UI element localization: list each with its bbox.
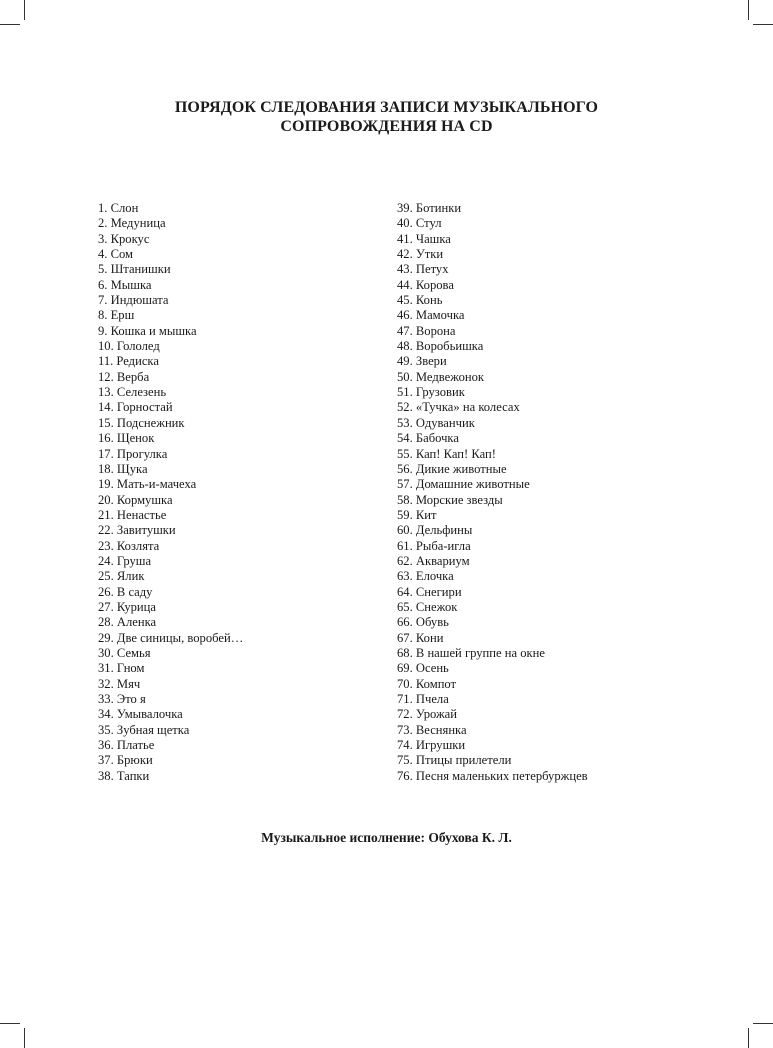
track-list-item: 41. Чашка	[397, 231, 451, 246]
crop-mark-top-left-h	[0, 24, 20, 25]
crop-mark-bottom-left-h	[0, 1023, 20, 1024]
track-list-item: 37. Брюки	[98, 753, 153, 768]
track-list-item: 17. Прогулка	[98, 446, 168, 461]
track-list-item: 19. Мать-и-мачеха	[98, 477, 197, 492]
track-list-item: 71. Пчела	[397, 692, 449, 706]
track-list-item: 47. Ворона	[397, 323, 456, 338]
crop-mark-top-right-h	[753, 24, 773, 25]
track-list-item: 33. Это я	[98, 692, 146, 706]
track-list-item: 56. Дикие животные	[397, 461, 507, 476]
track-list-item: 63. Елочка	[397, 569, 454, 584]
track-list-item: 38. Тапки	[98, 768, 150, 783]
track-list-item: 31. Гном	[98, 661, 145, 676]
track-list-item: 72. Урожай	[397, 707, 458, 722]
page-title-line-1: ПОРЯДОК СЛЕДОВАНИЯ ЗАПИСИ МУЗЫКАЛЬНОГО	[174, 99, 599, 116]
track-list-item: 40. Стул	[397, 216, 442, 231]
track-list-item: 69. Осень	[397, 661, 449, 676]
track-list-item: 54. Бабочка	[397, 431, 459, 446]
track-list-item: 5. Штанишки	[98, 262, 171, 277]
track-list-item: 64. Снегири	[397, 584, 462, 599]
track-list-item: 26. В саду	[98, 584, 153, 599]
performer-credit: Музыкальное исполнение: Обухова К. Л.	[261, 830, 512, 845]
track-list-item: 11. Редиска	[98, 354, 159, 369]
crop-mark-bottom-left	[24, 1028, 25, 1048]
track-list-item: 45. Конь	[397, 293, 443, 308]
track-list-item: 51. Грузовик	[397, 385, 465, 400]
track-list-right	[397, 201, 697, 784]
track-list-item: 52. «Тучка» на колесах	[397, 400, 520, 415]
track-list-item: 70. Компот	[397, 676, 457, 691]
track-list-item: 59. Кит	[397, 507, 437, 522]
track-list-item: 35. Зубная щетка	[98, 722, 190, 737]
track-list-item: 53. Одуванчик	[397, 415, 475, 430]
track-list-item: 3. Крокус	[98, 231, 150, 246]
track-list-item: 10. Гололед	[98, 339, 160, 354]
crop-mark-top-right	[748, 0, 749, 20]
track-list-item: 74. Игрушки	[397, 738, 466, 753]
track-list-item: 36. Платье	[98, 738, 155, 753]
track-list-item: 30. Семья	[98, 645, 151, 660]
track-list-item: 73. Веснянка	[397, 722, 467, 737]
track-list-item: 7. Индюшата	[98, 293, 169, 308]
track-list-item: 21. Ненастье	[98, 507, 167, 522]
track-list-item: 65. Снежок	[397, 599, 458, 614]
track-list-item: 75. Птицы прилетели	[397, 753, 512, 768]
track-list-item: 14. Горностай	[98, 400, 173, 415]
track-list-item: 15. Подснежник	[98, 415, 185, 430]
track-list-item: 27. Курица	[98, 599, 157, 614]
track-list-item: 1. Слон	[98, 201, 139, 215]
page-title	[0, 98, 773, 136]
track-list-item: 8. Ерш	[98, 308, 135, 323]
track-list-left	[98, 201, 388, 784]
track-list-item: 16. Щенок	[98, 431, 155, 446]
track-list-item: 68. В нашей группе на окне	[397, 645, 545, 660]
track-list-item: 32. Мяч	[98, 676, 141, 691]
track-list-item: 29. Две синицы, воробей…	[98, 630, 244, 645]
crop-mark-bottom-right	[748, 1028, 749, 1048]
track-list-item: 12. Верба	[98, 369, 150, 384]
track-list-item: 66. Обувь	[397, 615, 449, 630]
track-list-item: 55. Кап! Кап! Кап!	[397, 446, 496, 461]
track-list-item: 13. Селезень	[98, 385, 167, 400]
track-list-item: 34. Умывалочка	[98, 707, 183, 722]
track-list-item: 22. Завитушки	[98, 523, 176, 538]
track-list-item: 9. Кошка и мышка	[98, 323, 197, 338]
track-list-item: 18. Щука	[98, 461, 148, 476]
page-title-line-2: СОПРОВОЖДЕНИЯ НА CD	[280, 118, 493, 135]
track-list-item: 76. Песня маленьких петербуржцев	[397, 768, 588, 783]
track-list-item: 49. Звери	[397, 354, 447, 369]
track-list-item: 39. Ботинки	[397, 201, 462, 215]
track-list-item: 2. Медуница	[98, 216, 166, 231]
track-list-item: 20. Кормушка	[98, 492, 173, 507]
track-list-item: 42. Утки	[397, 247, 444, 262]
crop-mark-bottom-right-h	[753, 1023, 773, 1024]
track-list-item: 58. Морские звезды	[397, 492, 503, 507]
track-list-item: 62. Аквариум	[397, 553, 470, 568]
track-list-item: 44. Корова	[397, 277, 454, 292]
track-list-item: 24. Груша	[98, 553, 152, 568]
track-list-item: 6. Мышка	[98, 277, 152, 292]
track-list-item: 25. Ялик	[98, 569, 145, 584]
track-list-item: 46. Мамочка	[397, 308, 465, 323]
crop-mark-top-left	[24, 0, 25, 20]
track-list-item: 48. Воробьишка	[397, 339, 484, 354]
track-list-item: 50. Медвежонок	[397, 369, 485, 384]
track-list-item: 57. Домашние животные	[397, 477, 530, 492]
track-list-item: 4. Сом	[98, 247, 134, 262]
track-list-item: 23. Козлята	[98, 538, 160, 553]
track-list-item: 60. Дельфины	[397, 523, 473, 538]
track-list-item: 61. Рыба-игла	[397, 538, 471, 553]
track-list-item: 43. Петух	[397, 262, 449, 277]
track-list-item: 28. Аленка	[98, 615, 157, 630]
track-list-item: 67. Кони	[397, 630, 444, 645]
